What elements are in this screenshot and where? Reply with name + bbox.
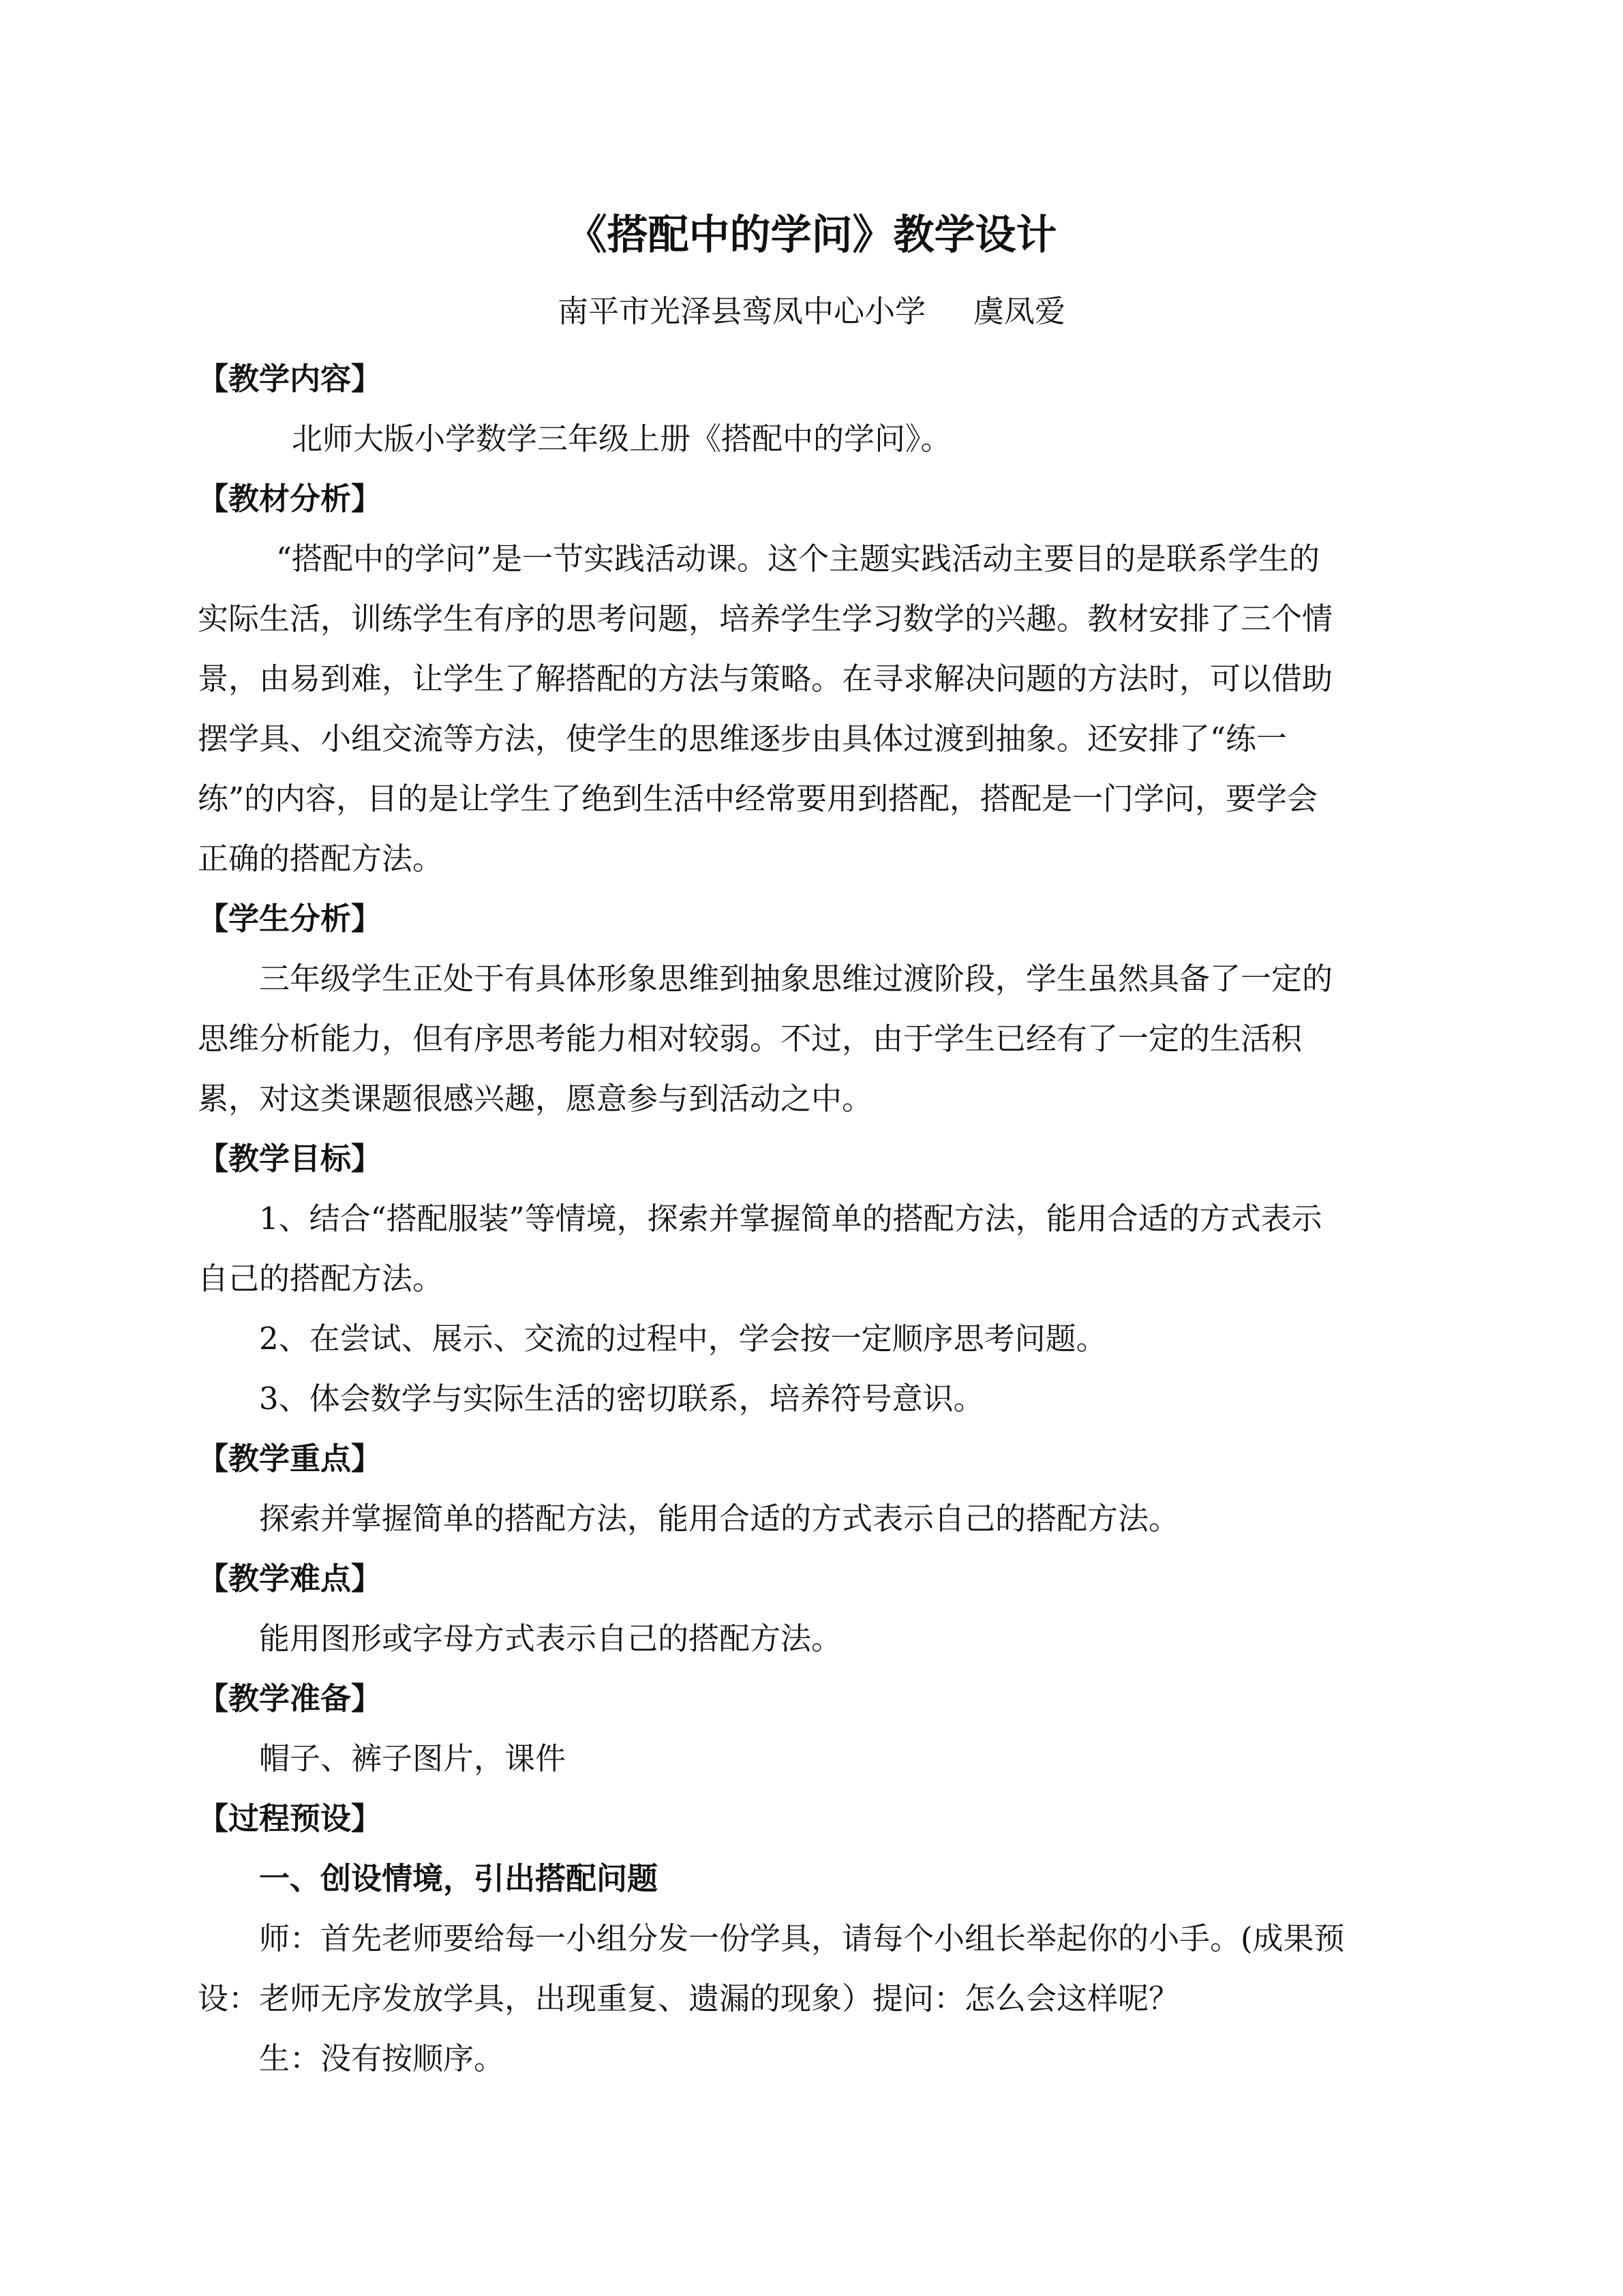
heading-teaching-goals: 【教学目标】 [198,1141,382,1177]
students-line: 累，对这类课题很感兴趣，愿意参与到活动之中。 [198,1081,873,1117]
material-line: 正确的搭配方法。 [198,841,444,877]
key-line: 探索并掌握简单的搭配方法，能用合适的方式表示自己的搭配方法。 [259,1500,1180,1537]
goals-line: 2、在尝试、展示、交流的过程中，学会按一定顺序思考问题。 [259,1320,1107,1357]
heading-teaching-prep: 【教学准备】 [198,1680,382,1717]
author-line [0,281,1623,342]
difficulty-line: 能用图形或字母方式表示自己的搭配方法。 [259,1620,843,1657]
heading-process: 【过程预设】 [198,1800,382,1837]
author-school: 南平市光泽县鸾凤中心小学 [557,293,926,329]
students-line: 三年级学生正处于有具体形象思维到抽象思维过渡阶段，学生虽然具备了一定的 [259,961,1333,997]
content-line: 北师大版小学数学三年级上册《搭配中的学问》。 [292,421,952,457]
material-line: 练”的内容，目的是让学生了绝到生活中经常要用到搭配，搭配是一门学问，要学会 [198,781,1318,817]
heading-teaching-content: 【教学内容】 [198,361,382,397]
material-line: 景，由易到难，让学生了解搭配的方法与策略。在寻求解决问题的方法时，可以借助 [198,661,1333,697]
author-name: 虞凤爱 [973,293,1066,329]
document-title: 《搭配中的学问》教学设计 [566,211,1057,259]
process-line: 生：没有按顺序。 [259,2040,505,2076]
goals-line: 1、结合“搭配服装”等情境，探索并掌握简单的搭配方法，能用合适的方式表示 [259,1200,1322,1237]
process-line: 师：首先老师要给每一小组分发一份学具，请每个小组长举起你的小手。(成果预 [259,1920,1345,1957]
goals-line: 3、体会数学与实际生活的密切联系，培养符号意识。 [259,1380,984,1417]
heading-teaching-key: 【教学重点】 [198,1440,382,1477]
process-line: 设：老师无序发放学具，出现重复、遗漏的现象）提问：怎么会这样呢？ [198,1980,1180,2016]
heading-teaching-difficulty: 【教学难点】 [198,1560,382,1597]
heading-material-analysis: 【教材分析】 [198,481,382,517]
prep-line: 帽子、裤子图片，课件 [259,1740,566,1777]
material-line: 实际生活，训练学生有序的思考问题，培养学生学习数学的兴趣。教材安排了三个情 [198,601,1333,637]
material-line: 摆学具、小组交流等方法，使学生的思维逐步由具体过渡到抽象。还安排了“练一 [198,721,1288,757]
material-line: “搭配中的学问”是一节实践活动课。这个主题实践活动主要目的是联系学生的 [276,541,1320,577]
goals-line: 自己的搭配方法。 [198,1260,444,1297]
students-line: 思维分析能力，但有序思考能力相对较弱。不过，由于学生已经有了一定的生活积 [198,1021,1303,1057]
heading-student-analysis: 【学生分析】 [198,901,382,937]
process-subheading: 一、创设情境，引出搭配问题 [259,1860,658,1897]
